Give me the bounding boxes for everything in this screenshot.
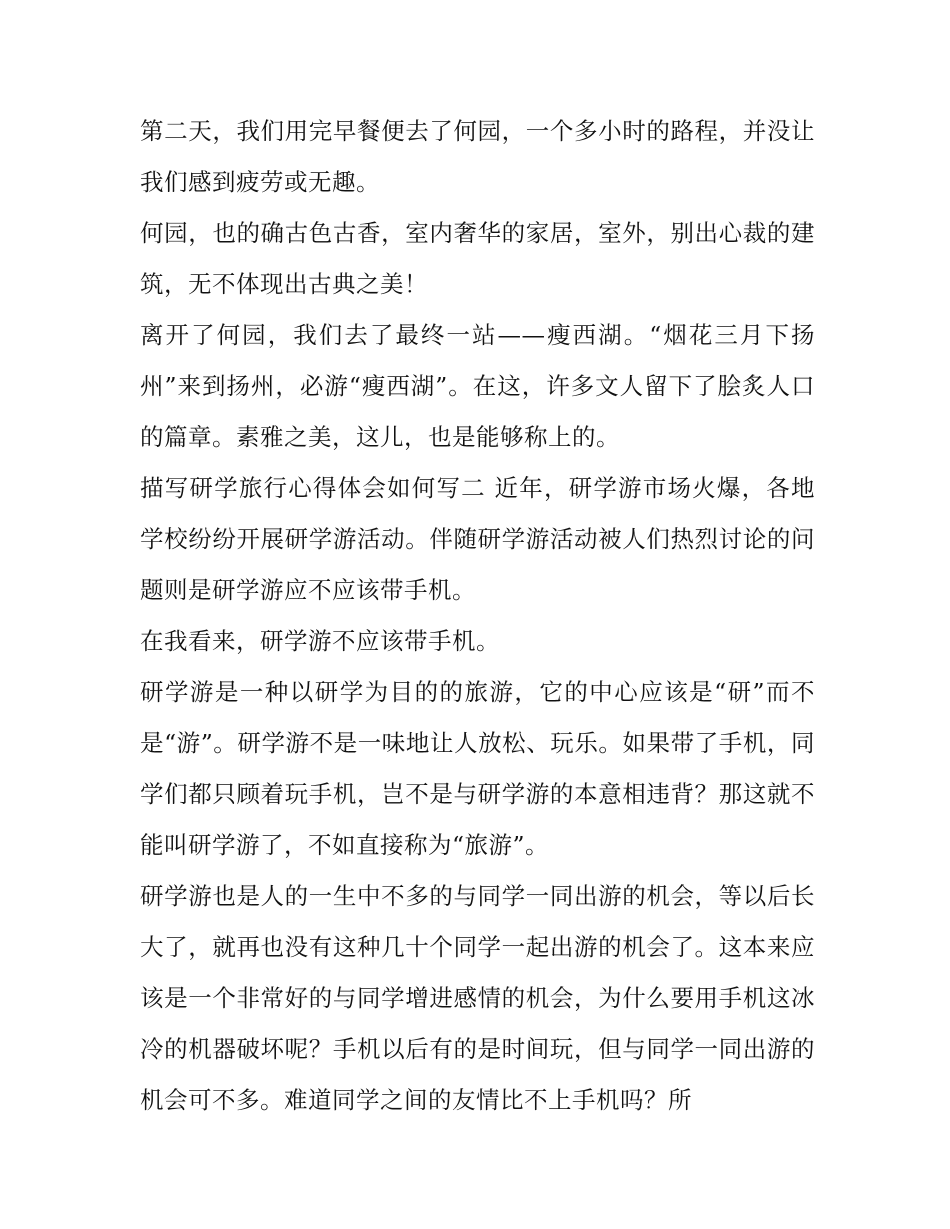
paragraph-slender-west-lake: 离开了何园，我们去了最终一站——瘦西湖。“烟花三月下扬州”来到扬州，必游“瘦西湖”。在这，许多文人留下了脍炙人口的篇章。素雅之美，这儿，也是能够称上的。 bbox=[140, 321, 815, 451]
paragraph-study-not-travel: 研学游是一种以研学为目的的旅游，它的中心应该是“研”而不是“游”。研学游不是一味地让人放松、玩乐。如果带了手机，同学们都只顾着玩手机，岂不是与研学游的本意相违背？那这就不能叫研学游了，不如直接称为“旅游”。 bbox=[140, 678, 815, 859]
paragraph-classmates-opportunity: 研学游也是人的一生中不多的与同学一同出游的机会，等以后长大了，就再也没有这种几十个同学一起出游的机会了。这本来应该是一个非常好的与同学增进感情的机会，为什么要用手机这冰冷的机器破坏呢？手机以后有的是时间玩，但与同学一同出游的机会可不多。难道同学之间的友情比不上手机吗？所 bbox=[140, 882, 815, 1114]
paragraph-opinion: 在我看来，研学游不应该带手机。 bbox=[140, 627, 500, 655]
paragraph-he-garden: 何园，也的确古色古香，室内奢华的家居，室外，别出心裁的建筑，无不体现出古典之美！ bbox=[140, 219, 815, 298]
document-body bbox=[140, 106, 815, 1126]
paragraph-day-two: 第二天，我们用完早餐便去了何园，一个多小时的路程，并没让我们感到疲劳或无趣。 bbox=[140, 117, 815, 196]
paragraph-study-tour-intro: 描写研学旅行心得体会如何写二 近年，研学游市场火爆，各地学校纷纷开展研学游活动。伴随研学游活动被人们热烈讨论的问题则是研学游应不应该带手机。 bbox=[140, 474, 815, 604]
